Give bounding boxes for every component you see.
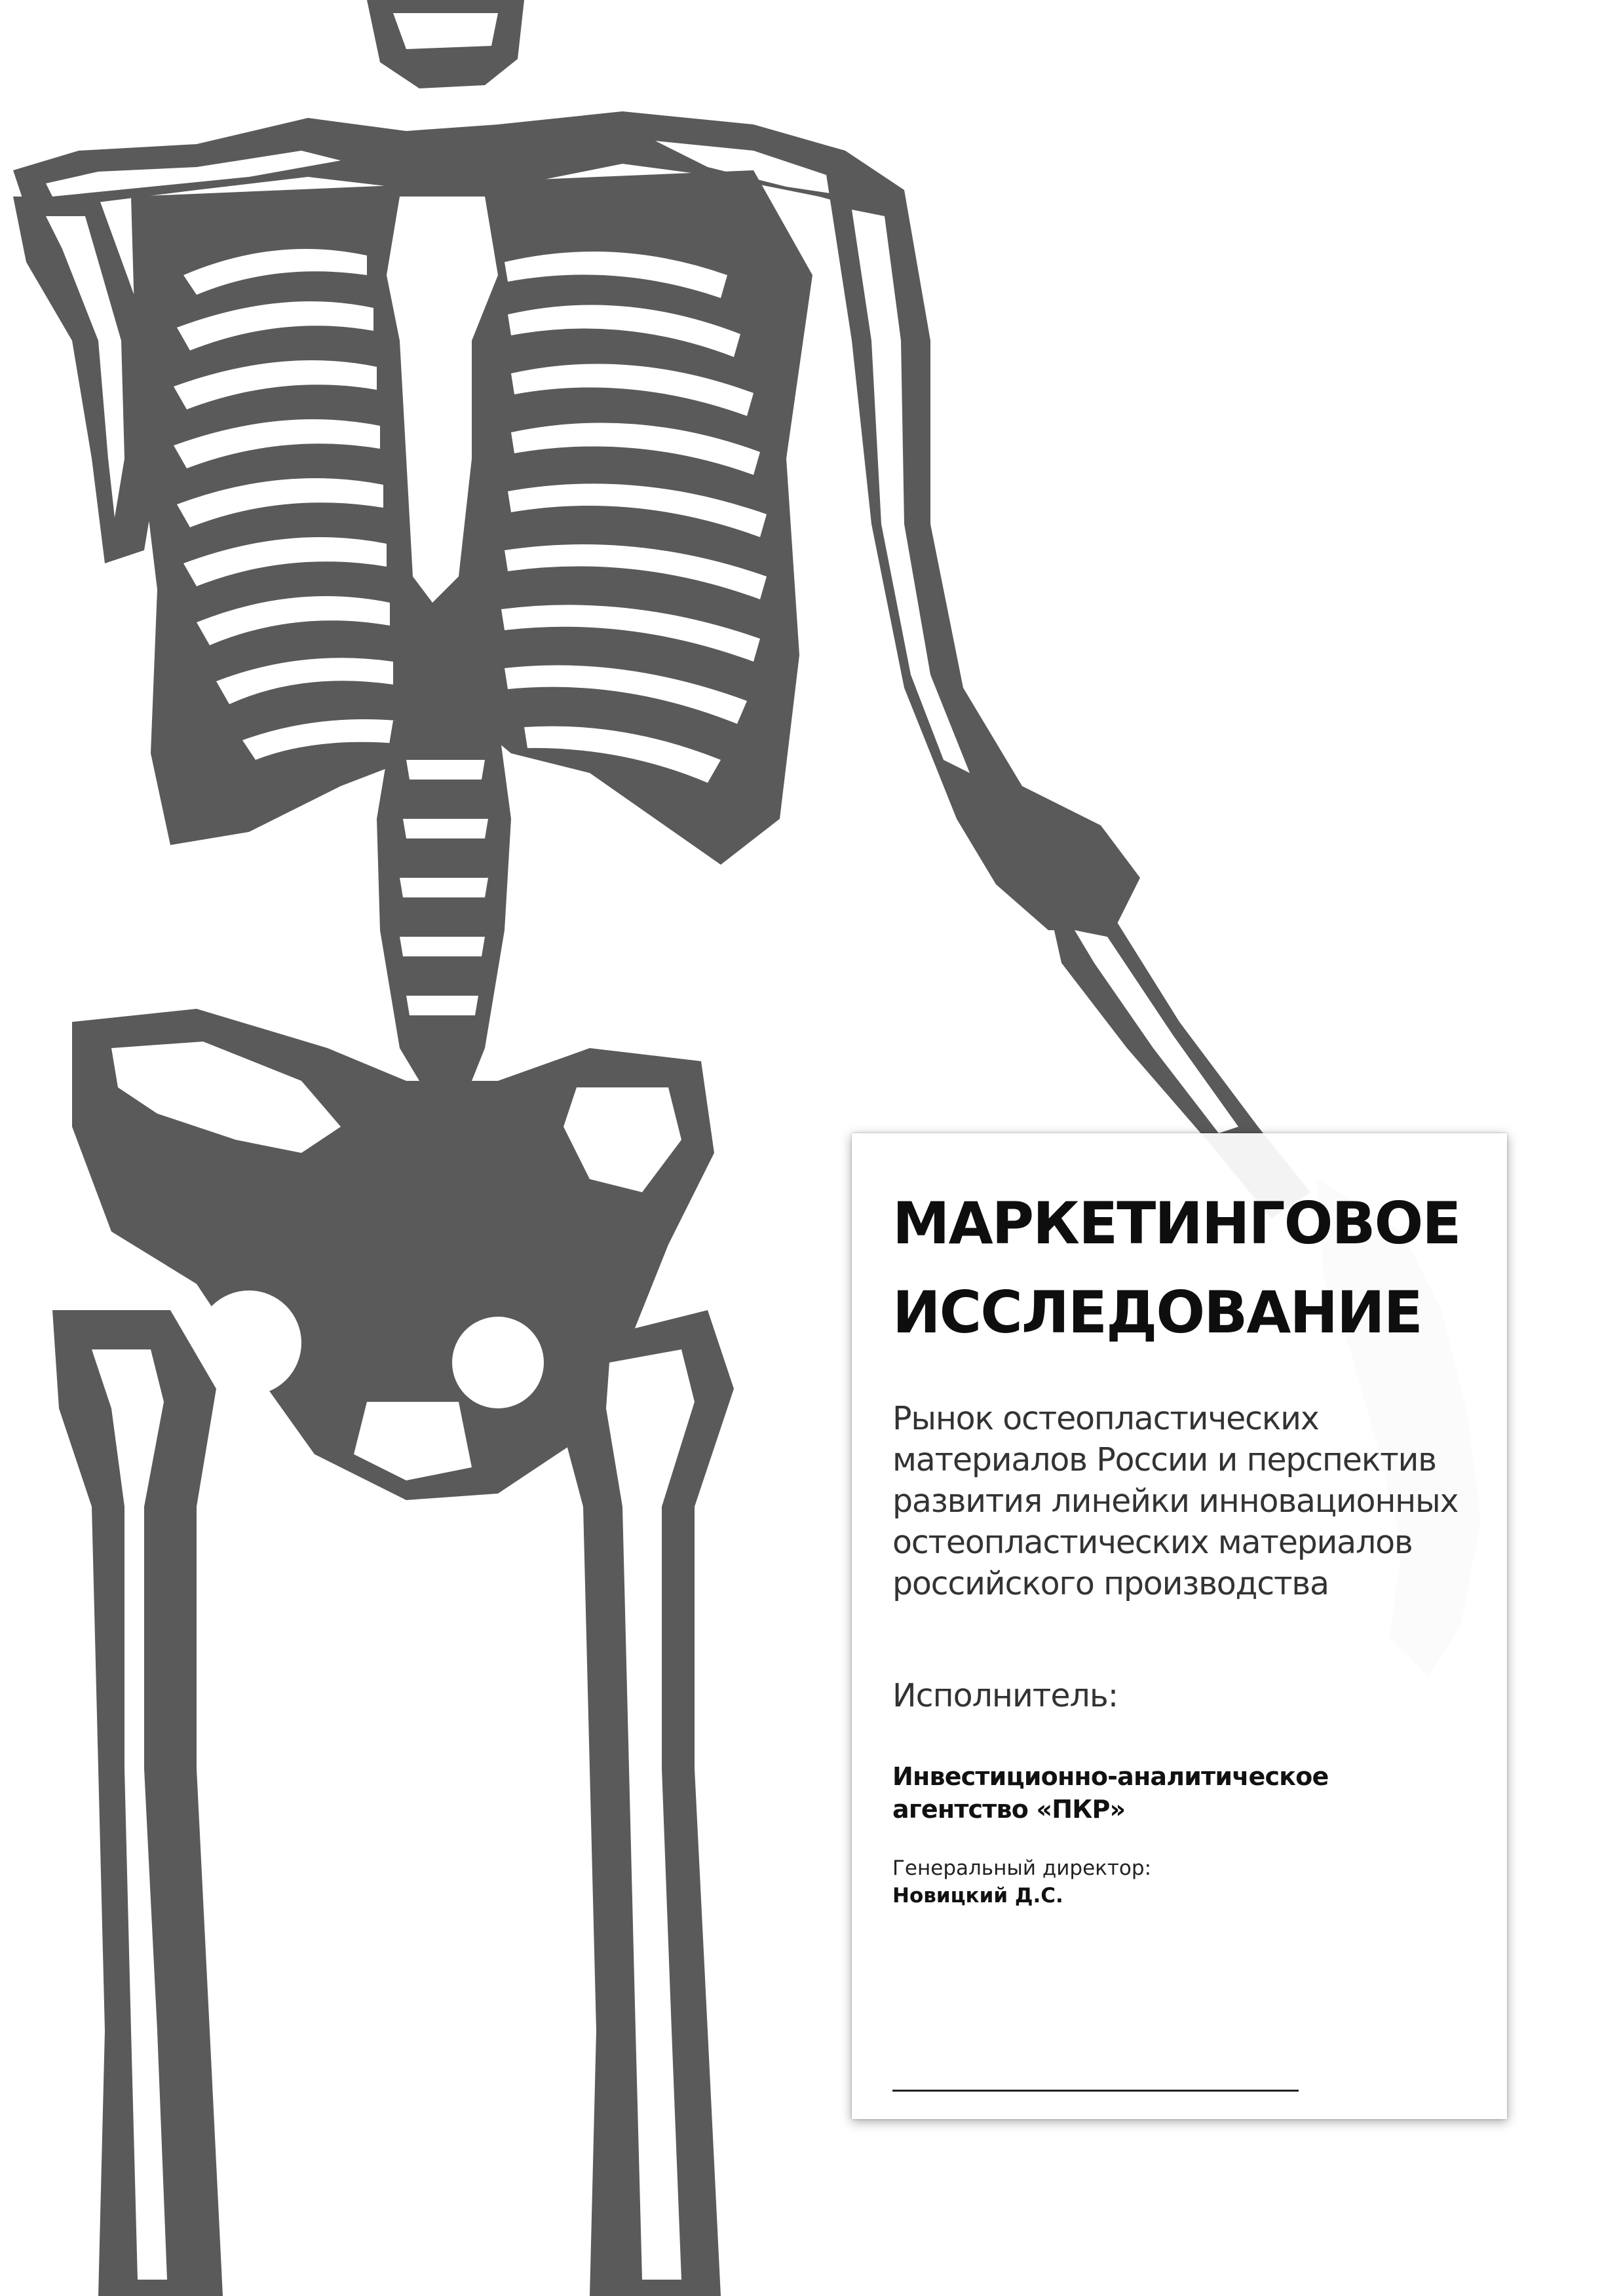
report-subtitle: Рынок остеопластических материалов России и перспектив развития линейки инновационных остеопластических материалов российского производства [892,1400,1459,1602]
left-femur [52,1310,223,2296]
agency-name: Инвестиционно-аналитическое агентство «ПКР» [892,1762,1329,1824]
right-femur [557,1310,734,2296]
lumbar-spine [377,721,511,1081]
director-label: Генеральный директор: [892,1856,1152,1880]
cervical-spine [367,0,524,88]
cover-info-card [852,1133,1507,2119]
executor-label: Исполнитель: [892,1677,1118,1714]
signature-line [892,2090,1299,2092]
director-name: Новицкий Д.С. [892,1884,1063,1908]
report-title: МАРКЕТИНГОВОЕ ИССЛЕДОВАНИЕ [892,1190,1461,1346]
